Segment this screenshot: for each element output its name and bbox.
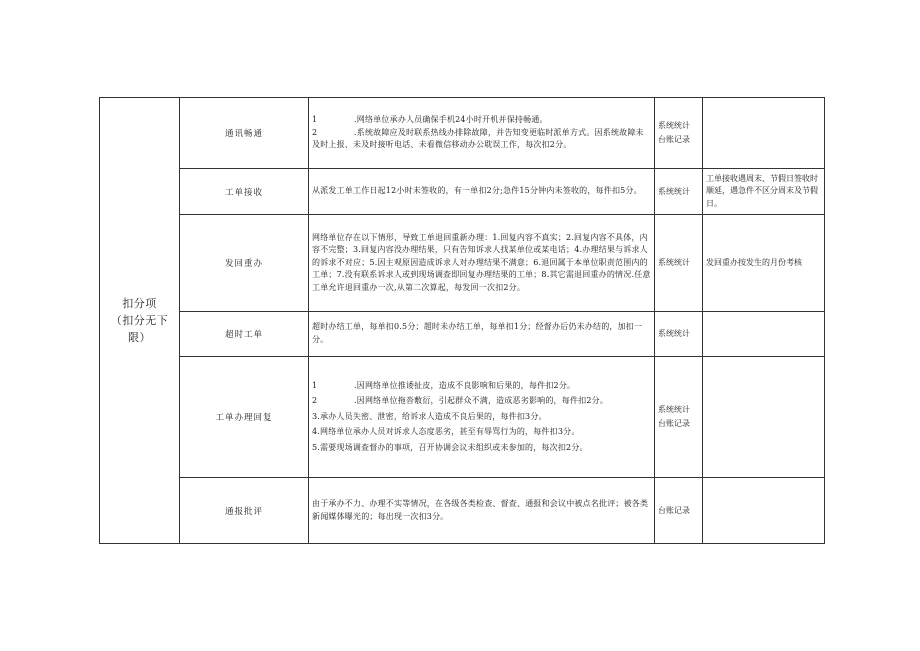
item-name: 通报批评: [180, 478, 309, 544]
note-cell: [703, 98, 825, 169]
table-row: [100, 312, 825, 357]
source-cell: 系统统计: [655, 169, 703, 215]
table-row: [100, 478, 825, 544]
source-cell: 系统统计 台账记录: [655, 98, 703, 169]
standard-cell: [309, 215, 655, 312]
source-cell: 系统统计: [655, 215, 703, 312]
table-row: [100, 98, 825, 169]
source-cell: 系统统计: [655, 312, 703, 357]
item-name: 超时工单: [180, 312, 309, 357]
standard-line: 4.网络单位承办人员对诉求人态度恶劣，甚至有辱骂行为的，每件扣3分。: [312, 427, 580, 437]
note-cell: [703, 312, 825, 357]
category-title: 扣分项: [122, 297, 157, 310]
item-name: 发回重办: [180, 215, 309, 312]
standard-line: 由于承办不力、办理不实等情况，在各级各类检查、督查、通报和会议中被点名批评；被各类新闻媒体曝光的；每出现一次扣3分。: [312, 498, 649, 521]
source-cell: 台账记录: [655, 478, 703, 544]
item-name: 通讯畅通: [180, 98, 309, 169]
item-name: 工单办理回复: [180, 357, 309, 478]
note-cell: [703, 478, 825, 544]
standard-cell: [309, 312, 655, 357]
category-cell: [100, 98, 180, 544]
standard-line: 超时办结工单，每单扣0.5分；超时未办结工单，每单扣1分；经督办后仍未办结的，加扣一分。: [312, 322, 643, 344]
category-subtitle: （扣分无下限）: [110, 314, 169, 344]
standard-line: 1 .网络单位承办人员确保手机24小时开机并保持畅通。: [312, 115, 548, 125]
table-row: [100, 357, 825, 478]
table-row: [100, 215, 825, 312]
standard-line: 1 .因网络单位推诿扯皮，造成不良影响和后果的，每件扣2分。: [312, 380, 576, 390]
standard-line: 2 .因网络单位拖沓敷衍，引起群众不满，造成恶劣影响的，每件扣2分。: [312, 396, 609, 406]
item-name: 工单接收: [180, 169, 309, 215]
standard-cell: [309, 98, 655, 169]
standard-cell: [309, 357, 655, 478]
standard-line: 从派发工单工作日起12小时未签收的，有一单扣2分;急件15分钟内未签收的，每件扣5分。: [312, 186, 642, 196]
source-cell: 系统统计 台账记录: [655, 357, 703, 478]
note-cell: 发回重办按发生的月份考核: [703, 215, 825, 312]
standard-line: 5.需要现场调查督办的事项，召开协调会议未组织或未参加的，每次扣2分。: [312, 442, 588, 452]
deduction-table: [99, 97, 825, 544]
note-cell: 工单接收遇周末、节假日签收时顺延，遇急件不区分周末及节假日。: [703, 169, 825, 215]
standard-line: 3.承办人员失密、泄密，给诉求人造成不良后果的，每件扣3分。: [312, 411, 547, 421]
note-cell: [703, 357, 825, 478]
standard-cell: [309, 478, 655, 544]
table-row: [100, 169, 825, 215]
standard-line: 2 .系统故障应及时联系热线办排除故障，并告知变更临时派单方式。因系统故障未及时上报、未及时接听电话、未看微信移动办公耽误工作，每次扣2分。: [312, 127, 644, 150]
standard-cell: [309, 169, 655, 215]
standard-line: 网络单位存在以下情形，导致工单退回重新办理：1.回复内容不真实；2.回复内容不具体，内容不完整；3.回复内容没办理结果，只有告知诉求人找某单位或某电话；4.办理结果与诉求人的诉求不对应；5.因主观原因造成诉求人对办理结果不满意；6.退回属于本单位职责范围内的工单；7.没有联系诉求人或到现场调查即回复办理结果的工单；8.其它需退回重办的情况.任意工单允许退回重办一次,从第二次算起，每发回一次扣2分。: [312, 232, 651, 292]
